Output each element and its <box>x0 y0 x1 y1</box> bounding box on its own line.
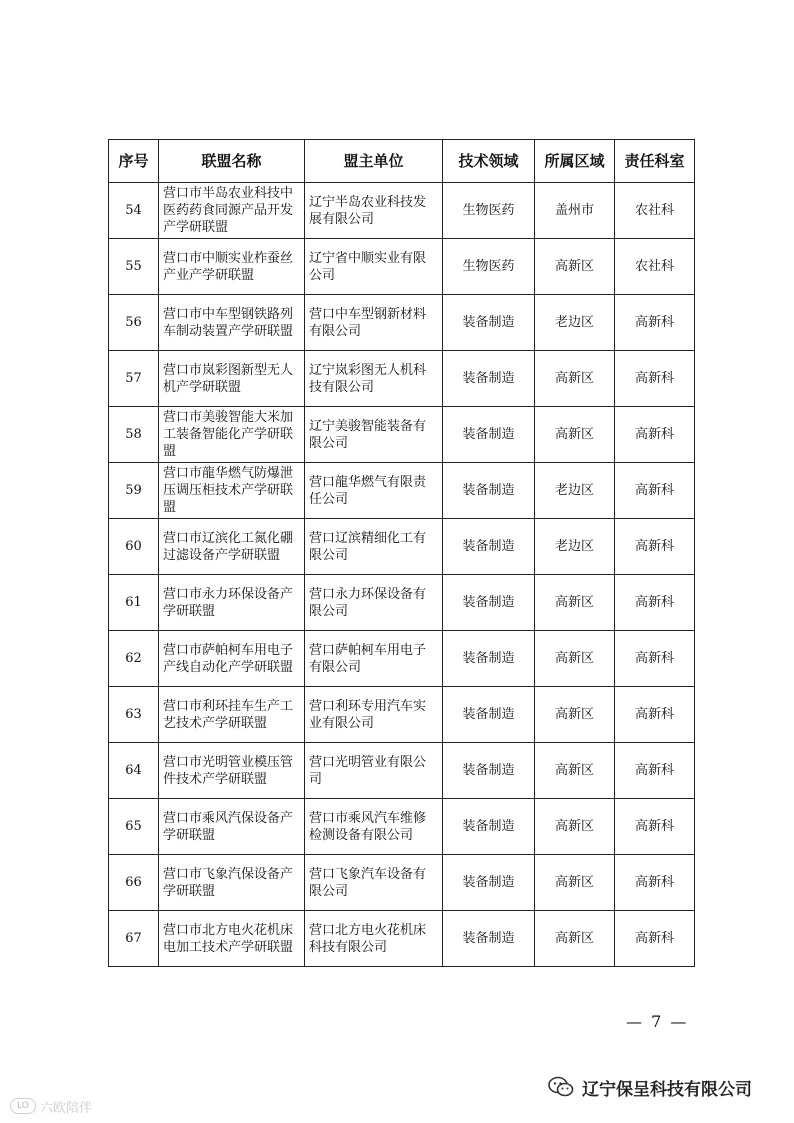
cell-region: 高新区 <box>535 855 615 911</box>
cell-lead-unit: 辽宁半岛农业科技发展有限公司 <box>305 183 443 239</box>
cell-department: 高新科 <box>615 799 695 855</box>
header-lead-unit: 盟主单位 <box>305 140 443 183</box>
header-department: 责任科室 <box>615 140 695 183</box>
cell-department: 高新科 <box>615 463 695 519</box>
cell-seq: 59 <box>109 463 159 519</box>
cell-seq: 67 <box>109 911 159 967</box>
cell-tech-field: 装备制造 <box>443 351 535 407</box>
table-row <box>109 183 695 239</box>
cell-tech-field: 装备制造 <box>443 407 535 463</box>
cell-region: 高新区 <box>535 799 615 855</box>
table-row <box>109 855 695 911</box>
cell-seq: 56 <box>109 295 159 351</box>
cell-seq: 62 <box>109 631 159 687</box>
cell-department: 高新科 <box>615 351 695 407</box>
table-row <box>109 799 695 855</box>
source-watermark-text: 六欧陪伴 <box>40 1100 93 1116</box>
cell-lead-unit: 营口光明管业有限公司 <box>305 743 443 799</box>
cell-alliance-name: 营口市飞象汽保设备产学研联盟 <box>159 855 305 911</box>
table-row <box>109 239 695 295</box>
cell-lead-unit: 营口永力环保设备有限公司 <box>305 575 443 631</box>
cell-department: 高新科 <box>615 911 695 967</box>
cell-tech-field: 装备制造 <box>443 295 535 351</box>
cell-seq: 57 <box>109 351 159 407</box>
cell-seq: 55 <box>109 239 159 295</box>
cell-lead-unit: 营口市乘风汽车维修检测设备有限公司 <box>305 799 443 855</box>
cell-seq: 65 <box>109 799 159 855</box>
table-row <box>109 519 695 575</box>
cell-tech-field: 生物医药 <box>443 183 535 239</box>
cell-seq: 58 <box>109 407 159 463</box>
cell-lead-unit: 营口北方电火花机床科技有限公司 <box>305 911 443 967</box>
table-row <box>109 687 695 743</box>
table-body <box>109 183 695 967</box>
cell-region: 高新区 <box>535 239 615 295</box>
cell-alliance-name: 营口市永力环保设备产学研联盟 <box>159 575 305 631</box>
wechat-watermark <box>548 1074 752 1100</box>
table-row <box>109 743 695 799</box>
cell-alliance-name: 营口市北方电火花机床电加工技术产学研联盟 <box>159 911 305 967</box>
cell-seq: 54 <box>109 183 159 239</box>
cell-region: 老边区 <box>535 295 615 351</box>
cell-tech-field: 装备制造 <box>443 855 535 911</box>
cell-alliance-name: 营口市辽滨化工氮化硼过滤设备产学研联盟 <box>159 519 305 575</box>
header-tech-field: 技术领域 <box>443 140 535 183</box>
cell-tech-field: 装备制造 <box>443 631 535 687</box>
cell-region: 老边区 <box>535 519 615 575</box>
cell-department: 高新科 <box>615 855 695 911</box>
cell-department: 农社科 <box>615 183 695 239</box>
cell-region: 高新区 <box>535 407 615 463</box>
table-row <box>109 463 695 519</box>
table-row <box>109 295 695 351</box>
cell-alliance-name: 营口市中顺实业柞蚕丝产业产学研联盟 <box>159 239 305 295</box>
cell-tech-field: 生物医药 <box>443 239 535 295</box>
cell-tech-field: 装备制造 <box>443 519 535 575</box>
cell-region: 高新区 <box>535 743 615 799</box>
cell-seq: 61 <box>109 575 159 631</box>
cell-tech-field: 装备制造 <box>443 743 535 799</box>
cell-department: 高新科 <box>615 687 695 743</box>
header-region: 所属区域 <box>535 140 615 183</box>
cell-region: 高新区 <box>535 351 615 407</box>
cell-alliance-name: 营口市美骏智能大米加工装备智能化产学研联盟 <box>159 407 305 463</box>
cell-region: 老边区 <box>535 463 615 519</box>
cell-tech-field: 装备制造 <box>443 575 535 631</box>
cell-alliance-name: 营口市岚彩图新型无人机产学研联盟 <box>159 351 305 407</box>
cell-department: 农社科 <box>615 239 695 295</box>
table-row <box>109 407 695 463</box>
cell-alliance-name: 营口市中车型钢铁路列车制动装置产学研联盟 <box>159 295 305 351</box>
cell-seq: 66 <box>109 855 159 911</box>
page-number: — 7 — <box>626 1012 689 1031</box>
cell-alliance-name: 营口市利环挂车生产工艺技术产学研联盟 <box>159 687 305 743</box>
cell-alliance-name: 营口市光明管业模压管件技术产学研联盟 <box>159 743 305 799</box>
cell-lead-unit: 营口萨帕柯车用电子有限公司 <box>305 631 443 687</box>
cell-alliance-name: 营口市半岛农业科技中医药药食同源产品开发产学研联盟 <box>159 183 305 239</box>
wechat-icon <box>548 1076 574 1098</box>
table-row <box>109 351 695 407</box>
cell-department: 高新科 <box>615 743 695 799</box>
alliance-table <box>108 139 695 967</box>
cell-department: 高新科 <box>615 519 695 575</box>
cell-seq: 63 <box>109 687 159 743</box>
cell-lead-unit: 营口中车型钢新材料有限公司 <box>305 295 443 351</box>
table-row <box>109 575 695 631</box>
cell-tech-field: 装备制造 <box>443 799 535 855</box>
cell-tech-field: 装备制造 <box>443 463 535 519</box>
cell-region: 高新区 <box>535 575 615 631</box>
cell-department: 高新科 <box>615 631 695 687</box>
cell-tech-field: 装备制造 <box>443 911 535 967</box>
cell-region: 高新区 <box>535 631 615 687</box>
cell-department: 高新科 <box>615 407 695 463</box>
wechat-account-name: 辽宁保呈科技有限公司 <box>582 1079 752 1100</box>
header-seq: 序号 <box>109 140 159 183</box>
cell-alliance-name: 营口市萨帕柯车用电子产线自动化产学研联盟 <box>159 631 305 687</box>
cell-department: 高新科 <box>615 575 695 631</box>
cell-lead-unit: 辽宁美骏智能装备有限公司 <box>305 407 443 463</box>
source-watermark <box>10 1097 92 1115</box>
cell-alliance-name: 营口市龍华燃气防爆泄压调压柜技术产学研联盟 <box>159 463 305 519</box>
cell-seq: 60 <box>109 519 159 575</box>
cell-alliance-name: 营口市乘风汽保设备产学研联盟 <box>159 799 305 855</box>
table-row <box>109 631 695 687</box>
cell-lead-unit: 营口飞象汽车设备有限公司 <box>305 855 443 911</box>
cell-region: 高新区 <box>535 687 615 743</box>
cell-lead-unit: 营口利环专用汽车实业有限公司 <box>305 687 443 743</box>
cell-lead-unit: 辽宁省中顺实业有限公司 <box>305 239 443 295</box>
cell-region: 高新区 <box>535 911 615 967</box>
cell-lead-unit: 辽宁岚彩图无人机科技有限公司 <box>305 351 443 407</box>
table-row <box>109 911 695 967</box>
cell-lead-unit: 营口辽滨精细化工有限公司 <box>305 519 443 575</box>
cell-tech-field: 装备制造 <box>443 687 535 743</box>
cell-region: 盖州市 <box>535 183 615 239</box>
cell-department: 高新科 <box>615 295 695 351</box>
header-alliance-name: 联盟名称 <box>159 140 305 183</box>
cell-lead-unit: 营口龍华燃气有限责任公司 <box>305 463 443 519</box>
table-header-row <box>109 140 695 183</box>
cell-seq: 64 <box>109 743 159 799</box>
source-logo-icon: LO <box>10 1098 36 1114</box>
